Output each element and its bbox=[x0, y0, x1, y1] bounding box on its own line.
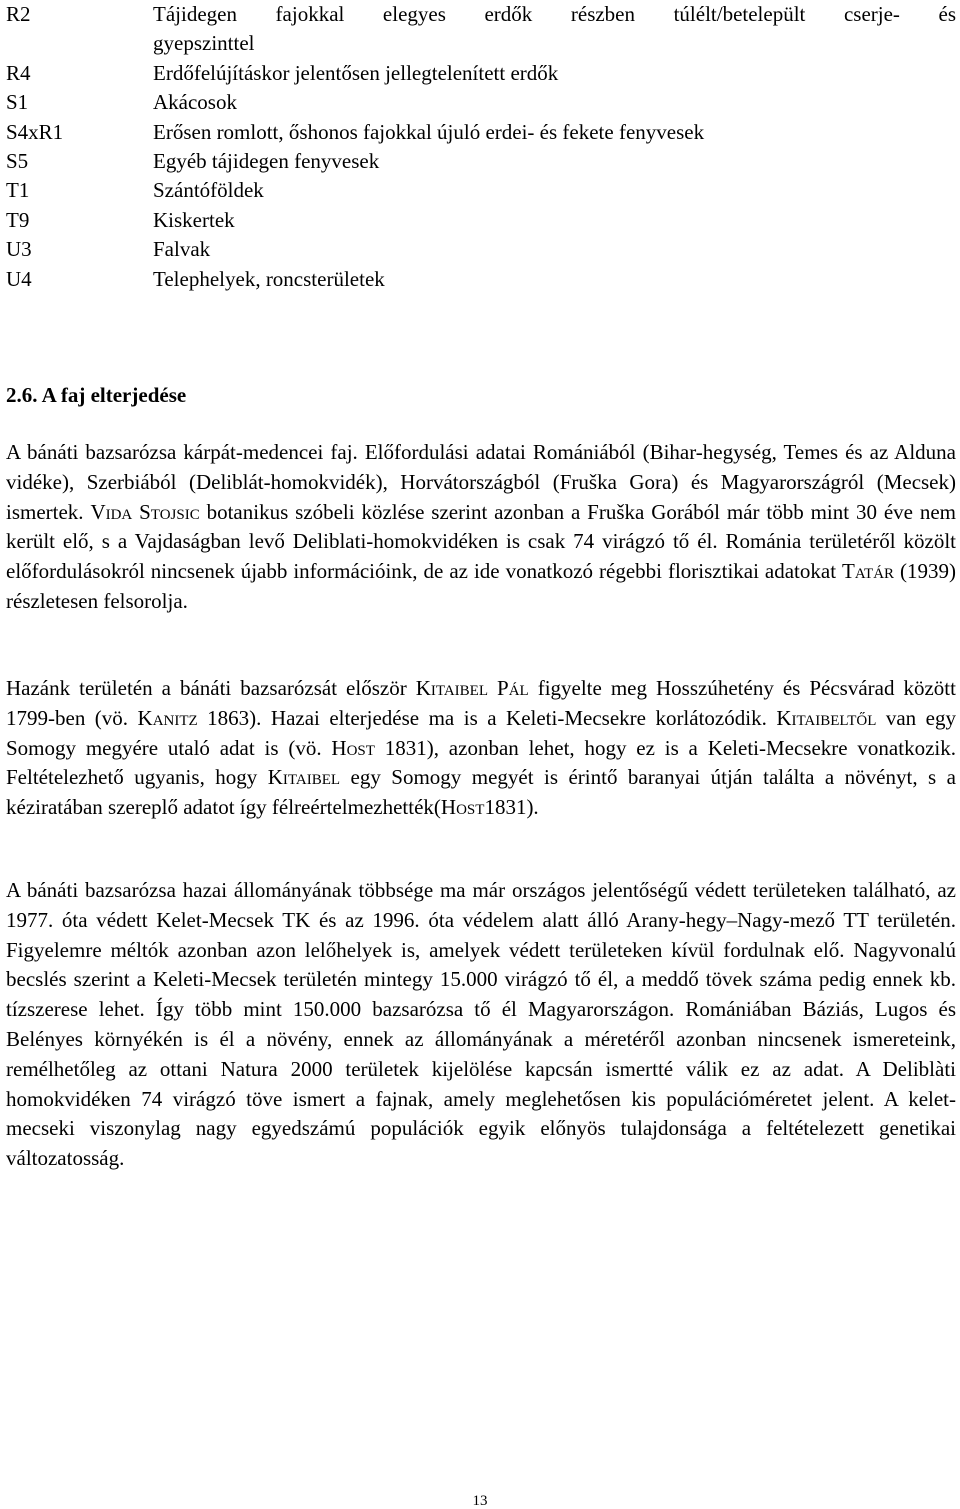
list-item bbox=[6, 147, 956, 176]
habitat-code: R2 bbox=[6, 2, 31, 26]
paragraph-history bbox=[6, 674, 956, 823]
author-name: Host bbox=[331, 735, 375, 760]
author-name: Host bbox=[440, 795, 485, 820]
list-item bbox=[6, 206, 956, 235]
habitat-code: T1 bbox=[6, 178, 30, 203]
habitat-description-continuation: gyepszinttel bbox=[153, 31, 255, 56]
page-number: 13 bbox=[472, 1493, 488, 1509]
author-name: Kitaibel bbox=[267, 765, 341, 790]
habitat-code: S5 bbox=[6, 149, 29, 174]
author-name: Vida Stojsic bbox=[90, 499, 200, 524]
list-item bbox=[6, 118, 956, 147]
list-item bbox=[6, 235, 956, 264]
author-name: Kitaibel Pál bbox=[415, 676, 529, 700]
habitat-code: R4 bbox=[6, 60, 31, 85]
habitat-description-line: Tájidegen fajokkal elegyes erdők részben túlélt/betelepült cserje- és bbox=[153, 2, 956, 26]
paragraph-text: 1831), azonban lehet, hogy ez is a Keleti-Mecsekre vonatkozik. Feltételezhető ugyanis, hogy bbox=[6, 735, 956, 790]
paragraph-text: egy Somogy megyét is érintő baranyai útján találta a növényt, s a kéziratában szereplő adatot így félreértelmezhették( bbox=[6, 765, 957, 820]
habitat-description: Szántóföldek bbox=[153, 178, 264, 203]
paragraph-text: 1863). Hazai elterjedése ma is a Keleti-Mecsekre korlátozódik. bbox=[197, 705, 777, 730]
list-item bbox=[6, 59, 956, 88]
habitat-description: Akácosok bbox=[153, 90, 237, 115]
habitat-description: Kiskertek bbox=[153, 207, 235, 232]
section-heading: 2.6. A faj elterjedése bbox=[6, 383, 187, 407]
habitat-code: S1 bbox=[6, 90, 29, 115]
list-item bbox=[6, 88, 956, 117]
habitat-code: S4xR1 bbox=[6, 119, 64, 144]
habitat-description bbox=[153, 0, 956, 59]
habitat-code-list bbox=[6, 0, 956, 294]
author-name: Kitaibeltől bbox=[776, 705, 877, 730]
habitat-description: Telephelyek, roncsterületek bbox=[153, 266, 385, 291]
habitat-code: U4 bbox=[6, 266, 32, 291]
author-name: Kanitz bbox=[137, 705, 198, 730]
paragraph-text: 1831). bbox=[484, 795, 539, 820]
paragraph-text: A bánáti bazsarózsa kárpát-medencei faj. Előfordulási adatai Romániából (Bihar-hegység, Temes és az Alduna vidéke), Szerbiából (Deliblát-homokvidék), Horvátországból (Fruška Gora) és Magyarországról (Mecsek) ismertek. bbox=[6, 440, 956, 524]
list-item bbox=[6, 176, 956, 205]
paragraph-text: Hazánk területén a bánáti bazsarózsát először bbox=[6, 676, 416, 700]
habitat-code: T9 bbox=[6, 207, 30, 232]
paragraph-population: A bánáti bazsarózsa hazai állományának többsége ma már országos jelentőségű védett területeken található, az 1977. óta védett Kelet-Mecsek TK és az 1996. óta védelem alatt álló Arany-hegy–Nagy-mező TT területén. Figyelemre méltók azonban azon lelőhelyek is, amelyek védett területeken kívül fordulnak elő. Nagyvonalú becslés szerint a Keleti-Mecsek területén mintegy 15.000 virágzó tő él, a meddő tövek száma pedig ennek kb. tízszerese lehet. Így több mint 150.000 bazsarózsa tő él Magyarországon. Romániában Báziás, Lugos és Belényes környékén is él a növény, ennek az állományának a méretéről azonban nincsenek ismereteink, remélhetőleg az ottani Natura 2000 területek kijelölése kapcsán ismertté válik ez az adat. A Deliblàti homokvidéken 74 virágzó töve ismert a fajnak, amely meglehetősen kis populációméretet jelent. A kelet-mecseki viszonylag nagy egyedszámú populációk egyik előnyös tulajdonsága a feltételezett genetikai változatosság. bbox=[6, 878, 956, 1171]
list-item bbox=[6, 265, 956, 294]
habitat-description: Erősen romlott, őshonos fajokkal újuló erdei- és fekete fenyvesek bbox=[153, 119, 705, 144]
habitat-description: Falvak bbox=[153, 237, 211, 262]
author-name: Tatár bbox=[842, 559, 895, 584]
paragraph-text: figyelte meg Hosszúhetény és Pécsvárad között 1799-ben (vö. bbox=[6, 676, 956, 730]
paragraph-text: botanikus szóbeli közlése szerint azonban a Fruška Gorából már több mint 30 éve nem került elő, s a Vajdaságban levő Deliblati-homokvidéken is csak 74 virágzó tő él. Románia területéről közölt előfordulásokról nincsenek újabb információink, de az ide vonatkozó régebbi florisztikai adatokat bbox=[6, 499, 956, 584]
list-item bbox=[6, 0, 956, 59]
habitat-description: Erdőfelújításkor jelentősen jellegtelenített erdők bbox=[153, 60, 559, 85]
habitat-code: U3 bbox=[6, 237, 32, 262]
habitat-description: Egyéb tájidegen fenyvesek bbox=[153, 149, 380, 174]
paragraph-text: van egy Somogy megyére utaló adat is (vö. bbox=[6, 705, 956, 760]
paragraph-text: (1939) részletesen felsorolja. bbox=[6, 559, 956, 613]
paragraph-distribution bbox=[6, 438, 956, 617]
